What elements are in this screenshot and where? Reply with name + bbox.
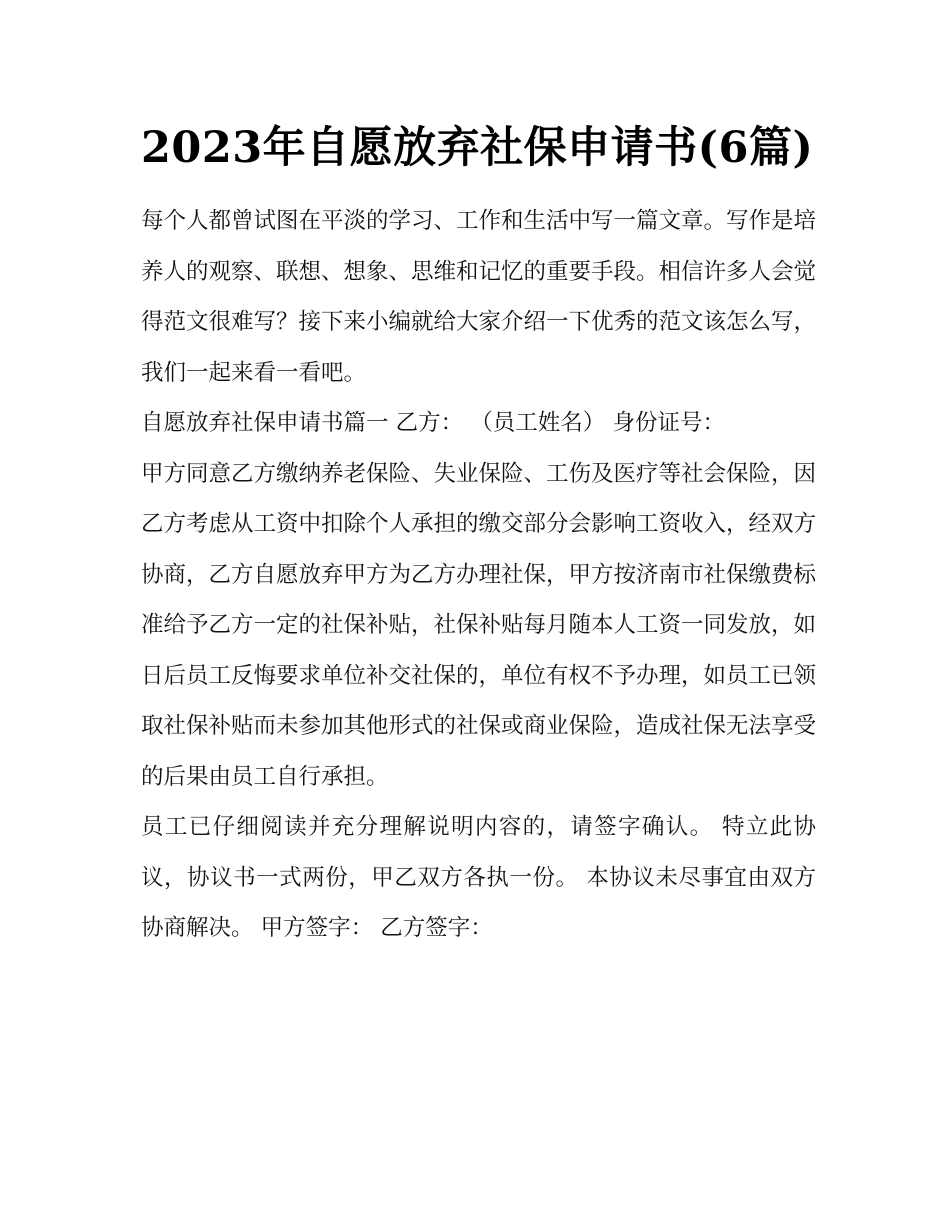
intro-paragraph: 每个人都曾试图在平淡的学习、工作和生活中写一篇文章。写作是培养人的观察、联想、想象、思维和记忆的重要手段。相信许多人会觉得范文很难写？接下来小编就给大家介绍一下优秀的范文该怎么写，我们一起来看一看吧。 xyxy=(141,208,817,386)
document-body xyxy=(141,116,816,954)
signature-paragraph: 员工已仔细阅读并充分理解说明内容的，请签字确认。 特立此协议，协议书一式两份，甲乙双方各执一份。 本协议未尽事宜由双方协商解决。 甲方签字： 乙方签字： xyxy=(141,814,816,941)
agreement-paragraph: 甲方同意乙方缴纳养老保险、失业保险、工伤及医疗等社会保险，因乙方考虑从工资中扣除个人承担的缴交部分会影响工资收入，经双方协商，乙方自愿放弃甲方为乙方办理社保，甲方按济南市社保缴费标准给予乙方一定的社保补贴，社保补贴每月随本人工资一同发放，如日后员工反悔要求单位补交社保的，单位有权不予办理，如员工已领取社保补贴而未参加其他形式的社保或商业保险，造成社保无法享受的后果由员工自行承担。 xyxy=(141,460,817,790)
document-title: 2023年自愿放弃社保申请书(6篇) xyxy=(141,123,814,173)
section-heading-paragraph: 自愿放弃社保申请书篇一 乙方： （员工姓名） 身份证号： xyxy=(141,410,725,436)
